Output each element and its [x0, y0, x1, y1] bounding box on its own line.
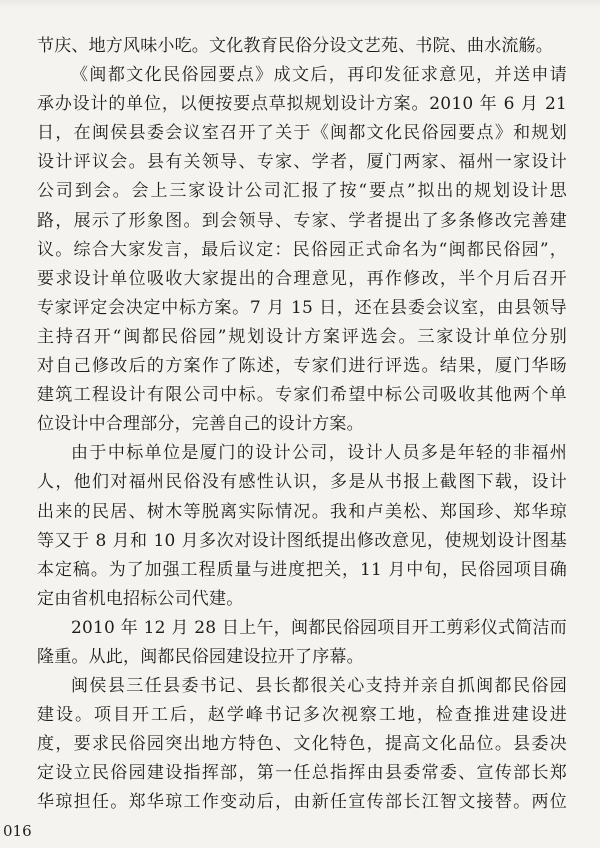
page-number: 016 — [3, 822, 32, 840]
text-line: 建筑工程设计有限公司中标。专家们希望中标公司吸收其他两个单 — [37, 385, 567, 406]
text-line: 设计评议会。县有关领导、专家、学者，厦门两家、福州一家设计 — [37, 152, 567, 173]
text-line: 定设立民俗园建设指挥部，第一任总指挥由县委常委、宣传部长郑 — [37, 763, 567, 784]
text-line: 日，在闽侯县委会议室召开了关于《闽都文化民俗园要点》和规划 — [37, 123, 567, 144]
text-line: 闽侯县三任县委书记、县长都很关心支持并亲自抓闽都民俗园 — [71, 676, 567, 697]
text-line: 出来的民居、树木等脱离实际情况。我和卢美松、郑国珍、郑华琼 — [37, 501, 567, 522]
text-line: 议。综合大家发言，最后议定：民俗园正式命名为“闽都民俗园”， — [37, 239, 567, 260]
text-line: 本定稿。为了加强工程质量与进度把关，11 月中旬，民俗园项目确 — [37, 559, 567, 580]
text-line: 建设。项目开工后，赵学峰书记多次视察工地，检查推进建设进 — [37, 705, 567, 726]
text-line: 对自己修改后的方案作了陈述，专家们进行评选。结果，厦门华旸 — [37, 356, 567, 377]
text-line: 度，要求民俗园突出地方特色、文化特色，提高文化品位。县委决 — [37, 734, 567, 755]
page-top-edge — [0, 0, 600, 8]
text-line: 路，展示了形象图。到会领导、专家、学者提出了多条修改完善建 — [37, 210, 567, 231]
body-text — [37, 32, 567, 818]
text-line: 专家评定会决定中标方案。7 月 15 日，还在县委会议室，由县领导 — [37, 297, 567, 318]
text-line: 主持召开“闽都民俗园”规划设计方案评选会。三家设计单位分别 — [37, 326, 567, 347]
text-line: 隆重。从此，闽都民俗园建设拉开了序幕。 — [37, 646, 364, 667]
text-line: 2010 年 12 月 28 日上午，闽都民俗园项目开工剪彩仪式简洁而 — [71, 617, 567, 638]
text-line: 定由省机电招标公司代建。 — [37, 588, 244, 609]
text-line: 等又于 8 月和 10 月多次对设计图纸提出修改意见，使规划设计图基 — [37, 530, 567, 551]
text-line: 由于中标单位是厦门的设计公司，设计人员多是年轻的非福州 — [71, 443, 567, 464]
text-line: 华琼担任。郑华琼工作变动后，由新任宣传部长江智文接替。两位 — [37, 792, 567, 813]
text-line: 节庆、地方风味小吃。文化教育民俗分设文艺苑、书院、曲水流觞。 — [37, 36, 553, 56]
text-line: 公司到会。会上三家设计公司汇报了按“要点”拟出的规划设计思 — [37, 181, 567, 202]
text-line: 要求设计单位吸收大家提出的合理意见，再作修改，半个月后召开 — [37, 268, 567, 289]
text-line: 位设计中合理部分，完善自己的设计方案。 — [37, 414, 364, 435]
text-line: 《闽都文化民俗园要点》成文后，再印发征求意见，并送申请 — [71, 65, 567, 86]
text-line: 承办设计的单位，以便按要点草拟规划设计方案。2010 年 6 月 21 — [37, 94, 567, 115]
text-line: 人，他们对福州民俗没有感性认识，多是从书报上截图下载，设计 — [37, 472, 567, 493]
